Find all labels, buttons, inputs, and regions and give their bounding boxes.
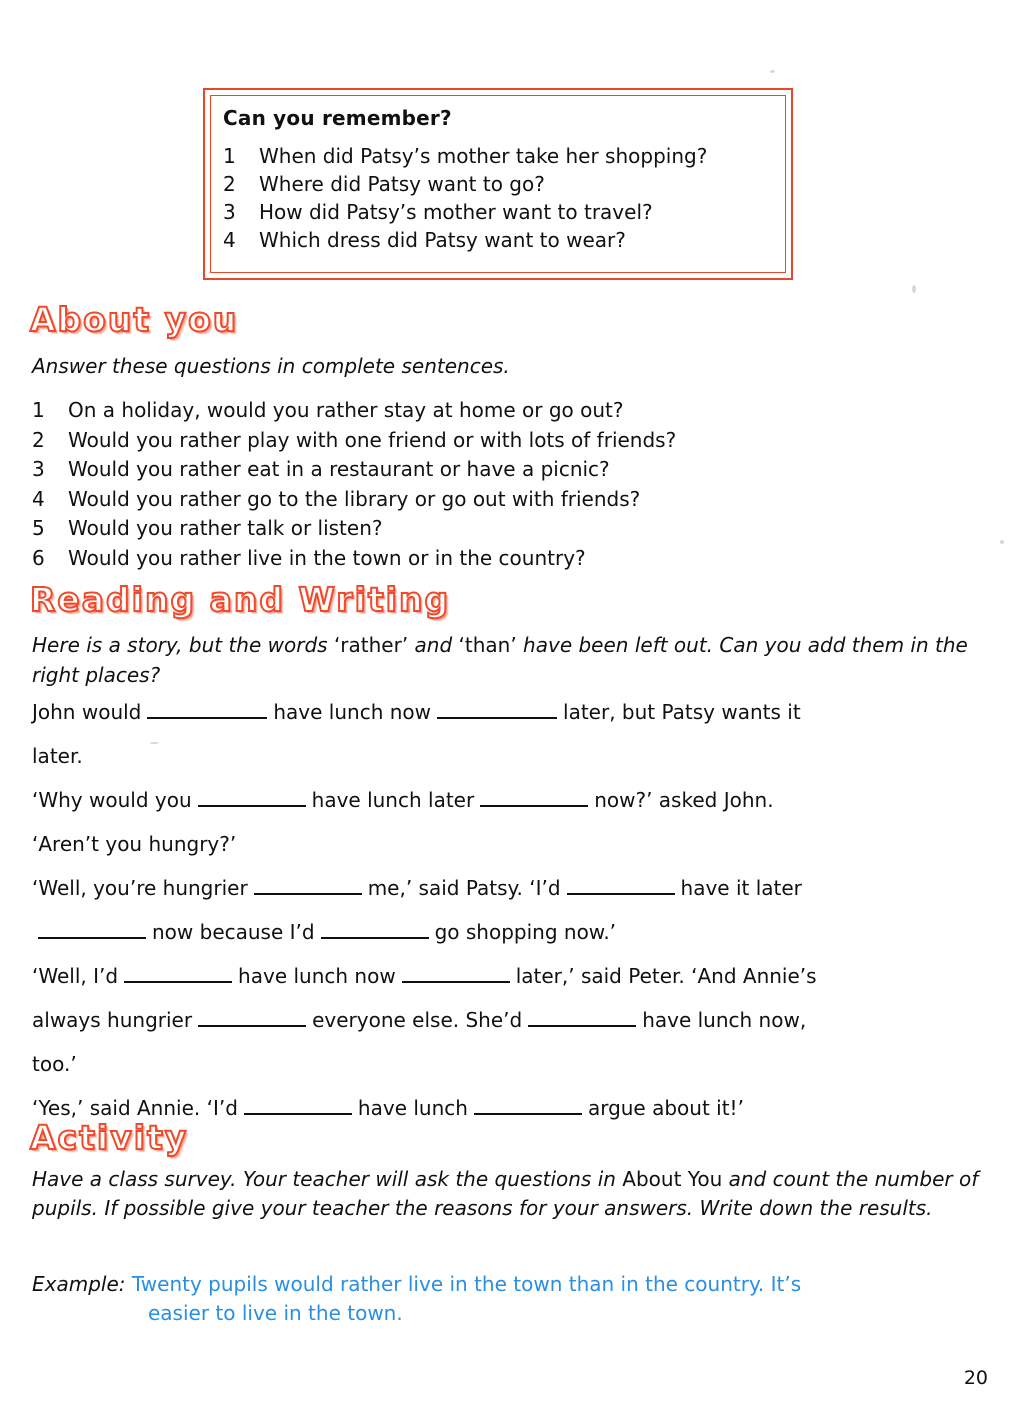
can-you-remember-box (203, 88, 793, 280)
story-line (32, 866, 982, 910)
story-line (32, 954, 982, 998)
item-number: 5 (32, 516, 45, 540)
blank-field[interactable] (528, 1011, 636, 1027)
page-number: 20 (963, 1367, 988, 1389)
story-text: later, but Patsy wants it (563, 700, 801, 724)
section-heading-activity: Activity (30, 1118, 189, 1157)
item-number: 3 (32, 457, 45, 481)
story-text: have it later (680, 876, 802, 900)
list-item (32, 544, 982, 574)
item-text: Which dress did Patsy want to wear? (259, 228, 626, 252)
blank-field[interactable] (480, 791, 588, 807)
can-you-remember-title: Can you remember? (223, 106, 452, 130)
item-text: Would you rather go to the library or go out with friends? (68, 486, 641, 511)
list-item (32, 426, 982, 456)
story-text: have lunch later (311, 788, 475, 812)
story-text: now because I’d (152, 920, 315, 944)
list-item (223, 198, 781, 226)
story-text: ‘Why would you (32, 788, 192, 812)
story-line (32, 690, 982, 734)
story-text: always hungrier (32, 1008, 193, 1032)
story-text: later. (32, 744, 83, 768)
item-text: Would you rather play with one friend or with lots of friends? (68, 427, 677, 452)
item-number: 4 (223, 228, 236, 252)
scan-speck (770, 70, 775, 73)
blank-field[interactable] (124, 967, 232, 983)
story-text: go shopping now.’ (434, 920, 617, 944)
item-text: Where did Patsy want to go? (259, 172, 545, 196)
activity-part-1: Have a class survey. Your teacher will ask the questions in (32, 1167, 623, 1191)
story-line (32, 822, 982, 866)
list-item (32, 485, 982, 515)
blank-field[interactable] (402, 967, 510, 983)
item-text: Would you rather live in the town or in the country? (68, 545, 586, 570)
list-item (32, 396, 982, 426)
about-you-instruction: Answer these questions in complete sentences. (32, 354, 510, 378)
reading-writing-instruction (32, 630, 982, 690)
story-text: John would (32, 700, 142, 724)
example-text-continued: easier to live in the town. (148, 1301, 403, 1325)
item-text: How did Patsy’s mother want to travel? (259, 200, 653, 224)
item-text: On a holiday, would you rather stay at home or go out? (68, 398, 624, 422)
story-text: too.’ (32, 1052, 77, 1076)
list-item (32, 514, 982, 544)
instruction-word-rather: ‘rather’ (333, 633, 409, 657)
scan-speck (912, 285, 916, 293)
example-text: Twenty pupils would rather live in the town than in the country. It’s (131, 1272, 802, 1296)
activity-reference-about-you: About You (622, 1167, 723, 1191)
blank-field[interactable] (437, 703, 557, 719)
item-number: 1 (223, 144, 236, 168)
blank-field[interactable] (147, 703, 267, 719)
instruction-part-1: Here is a story, but the words (32, 633, 334, 657)
list-item (223, 226, 781, 254)
story-line (32, 778, 982, 822)
story-line (32, 734, 982, 778)
item-number: 3 (223, 200, 236, 224)
scan-speck (150, 742, 159, 744)
example-label: Example: (32, 1272, 126, 1296)
instruction-part-2: and (408, 633, 459, 657)
story-text: later,’ said Peter. ‘And Annie’s (515, 964, 817, 988)
section-heading-reading-and-writing: Reading and Writing (30, 580, 451, 619)
blank-field[interactable] (474, 1099, 582, 1115)
item-number: 2 (32, 427, 45, 452)
blank-field[interactable] (38, 923, 146, 939)
about-you-question-list (32, 396, 982, 573)
blank-field[interactable] (244, 1099, 352, 1115)
story-text: me,’ said Patsy. ‘I’d (367, 876, 561, 900)
item-text: Would you rather eat in a restaurant or have a picnic? (68, 457, 610, 481)
story-line (32, 910, 982, 954)
story-text: now?’ asked John. (594, 788, 774, 812)
blank-field[interactable] (321, 923, 429, 939)
item-text: Would you rather talk or listen? (68, 516, 383, 540)
story-text: ‘Well, I’d (32, 964, 119, 988)
list-item (32, 455, 982, 485)
blank-field[interactable] (567, 879, 675, 895)
story-text: ‘Well, you’re hungrier (32, 876, 248, 900)
blank-field[interactable] (198, 791, 306, 807)
item-number: 2 (223, 172, 236, 196)
story-text: ‘Yes,’ said Annie. ‘I’d (32, 1096, 238, 1120)
story-with-blanks (32, 690, 982, 1130)
example-block (32, 1270, 982, 1299)
story-text: everyone else. She’d (312, 1008, 523, 1032)
list-item (223, 142, 781, 170)
section-heading-about-you: About you (30, 300, 239, 339)
list-item (223, 170, 781, 198)
can-you-remember-list (223, 142, 781, 254)
story-line (32, 998, 982, 1042)
activity-instruction (32, 1165, 997, 1223)
story-text: have lunch now (238, 964, 396, 988)
story-text: have lunch (357, 1096, 468, 1120)
story-text: ‘Aren’t you hungry?’ (32, 832, 237, 856)
story-text: have lunch now, (642, 1008, 807, 1032)
story-line (32, 1042, 982, 1086)
instruction-word-than: ‘than’ (458, 633, 517, 657)
instruction-part-3: have been left out. Can you add them in the right places? (32, 633, 968, 687)
blank-field[interactable] (198, 1011, 306, 1027)
story-text: argue about it!’ (587, 1096, 744, 1120)
activity-part-2: and count the number of pupils. If possible give your teacher the reasons for your answers. Write down the results. (32, 1167, 979, 1220)
scan-speck (1000, 540, 1004, 544)
item-number: 1 (32, 398, 45, 422)
item-number: 6 (32, 545, 45, 570)
story-text: have lunch now (273, 700, 432, 724)
blank-field[interactable] (254, 879, 362, 895)
item-number: 4 (32, 486, 45, 511)
item-text: When did Patsy’s mother take her shopping? (259, 144, 708, 168)
